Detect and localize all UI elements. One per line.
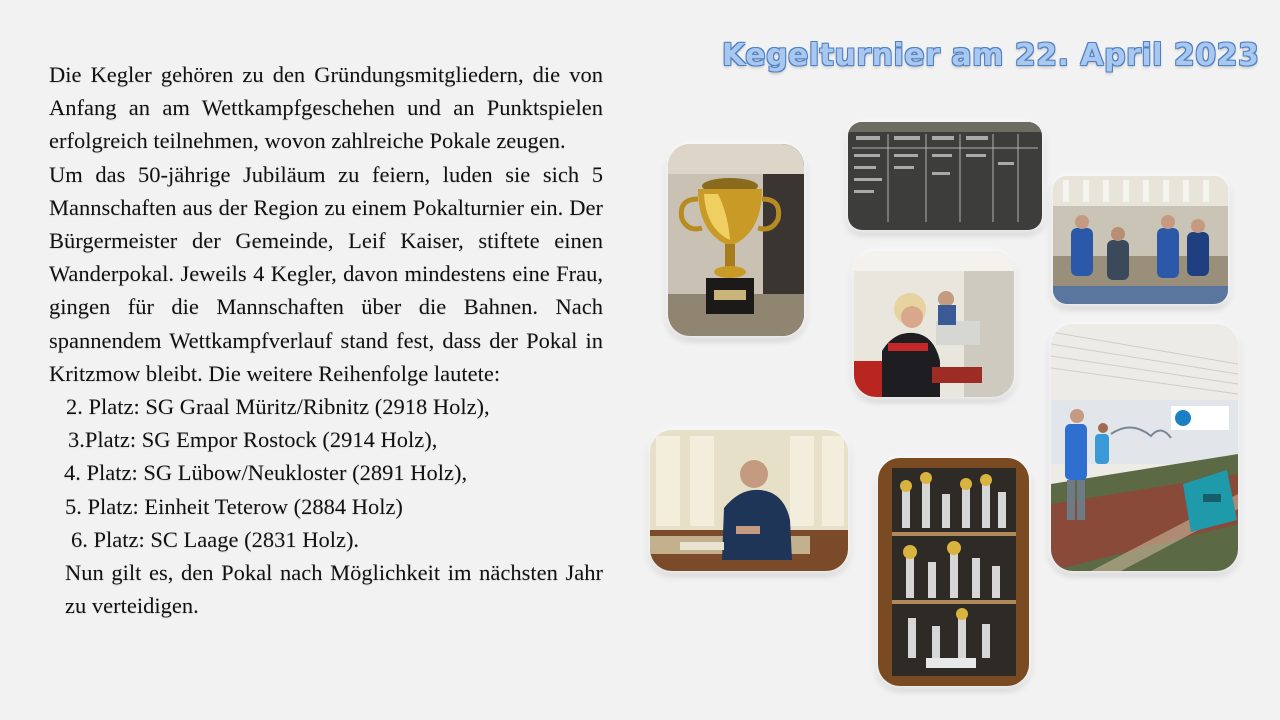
ranking-item-4: 4. Platz: SG Lübow/Neukloster (2891 Holz), — [64, 460, 468, 486]
cabinet-image — [878, 458, 1029, 686]
intro-paragraph: Die Kegler gehören zu den Gründungsmitgliedern, die von Anfang an am Wettkampfgeschehen und an Punktspielen erfolgreich teilnehmen, wovon zahlreiche Pokale zeugen. — [49, 62, 603, 154]
bowler-image — [1051, 324, 1238, 571]
ranking-item-2: 2. Platz: SG Graal Müritz/Ribnitz (2918 Holz), — [66, 394, 490, 420]
ranking-item-3: 3.Platz: SG Empor Rostock (2914 Holz), — [68, 427, 438, 453]
tournament-paragraph: Um das 50-jährige Jubiläum zu feiern, luden sie sich 5 Mannschaften aus der Region zu einem Pokalturnier ein. Der Bürgermeister der Gemeinde, Leif Kaiser, stiftete einen Wanderpokal. Jeweils 4 Kegler, davon mindestens eine Frau, gingen für die Mannschaften über die Bahnen. Nach spannendem Wettkampfverlauf stand fest, dass der Pokal in Kritzmow bleibt. Die weitere Reihenfolge lautete: — [49, 161, 603, 386]
scoring-desk-photo — [854, 251, 1014, 397]
man-writing-photo — [650, 430, 848, 571]
scoring-image — [854, 251, 1014, 397]
bowling-lanes-photo — [1053, 176, 1228, 304]
lanes-image — [1053, 176, 1228, 304]
page-title: Kegelturnier am 22. April 2023 — [722, 38, 1260, 73]
bowler-lane-photo — [1051, 324, 1238, 571]
writing-image — [650, 430, 848, 571]
article-body — [49, 58, 603, 622]
scoreboard-photo — [848, 122, 1042, 230]
trophy-image — [668, 144, 804, 336]
closing-paragraph: Nun gilt es, den Pokal nach Möglichkeit im nächsten Jahr zu verteidigen. — [65, 560, 603, 619]
chalkboard-image — [848, 122, 1042, 230]
trophy-cabinet-photo — [878, 458, 1029, 686]
trophy-photo — [668, 144, 804, 336]
ranking-item-6: 6. Platz: SC Laage (2831 Holz). — [71, 526, 360, 552]
ranking-item-5: 5. Platz: Einheit Teterow (2884 Holz) — [65, 493, 403, 519]
